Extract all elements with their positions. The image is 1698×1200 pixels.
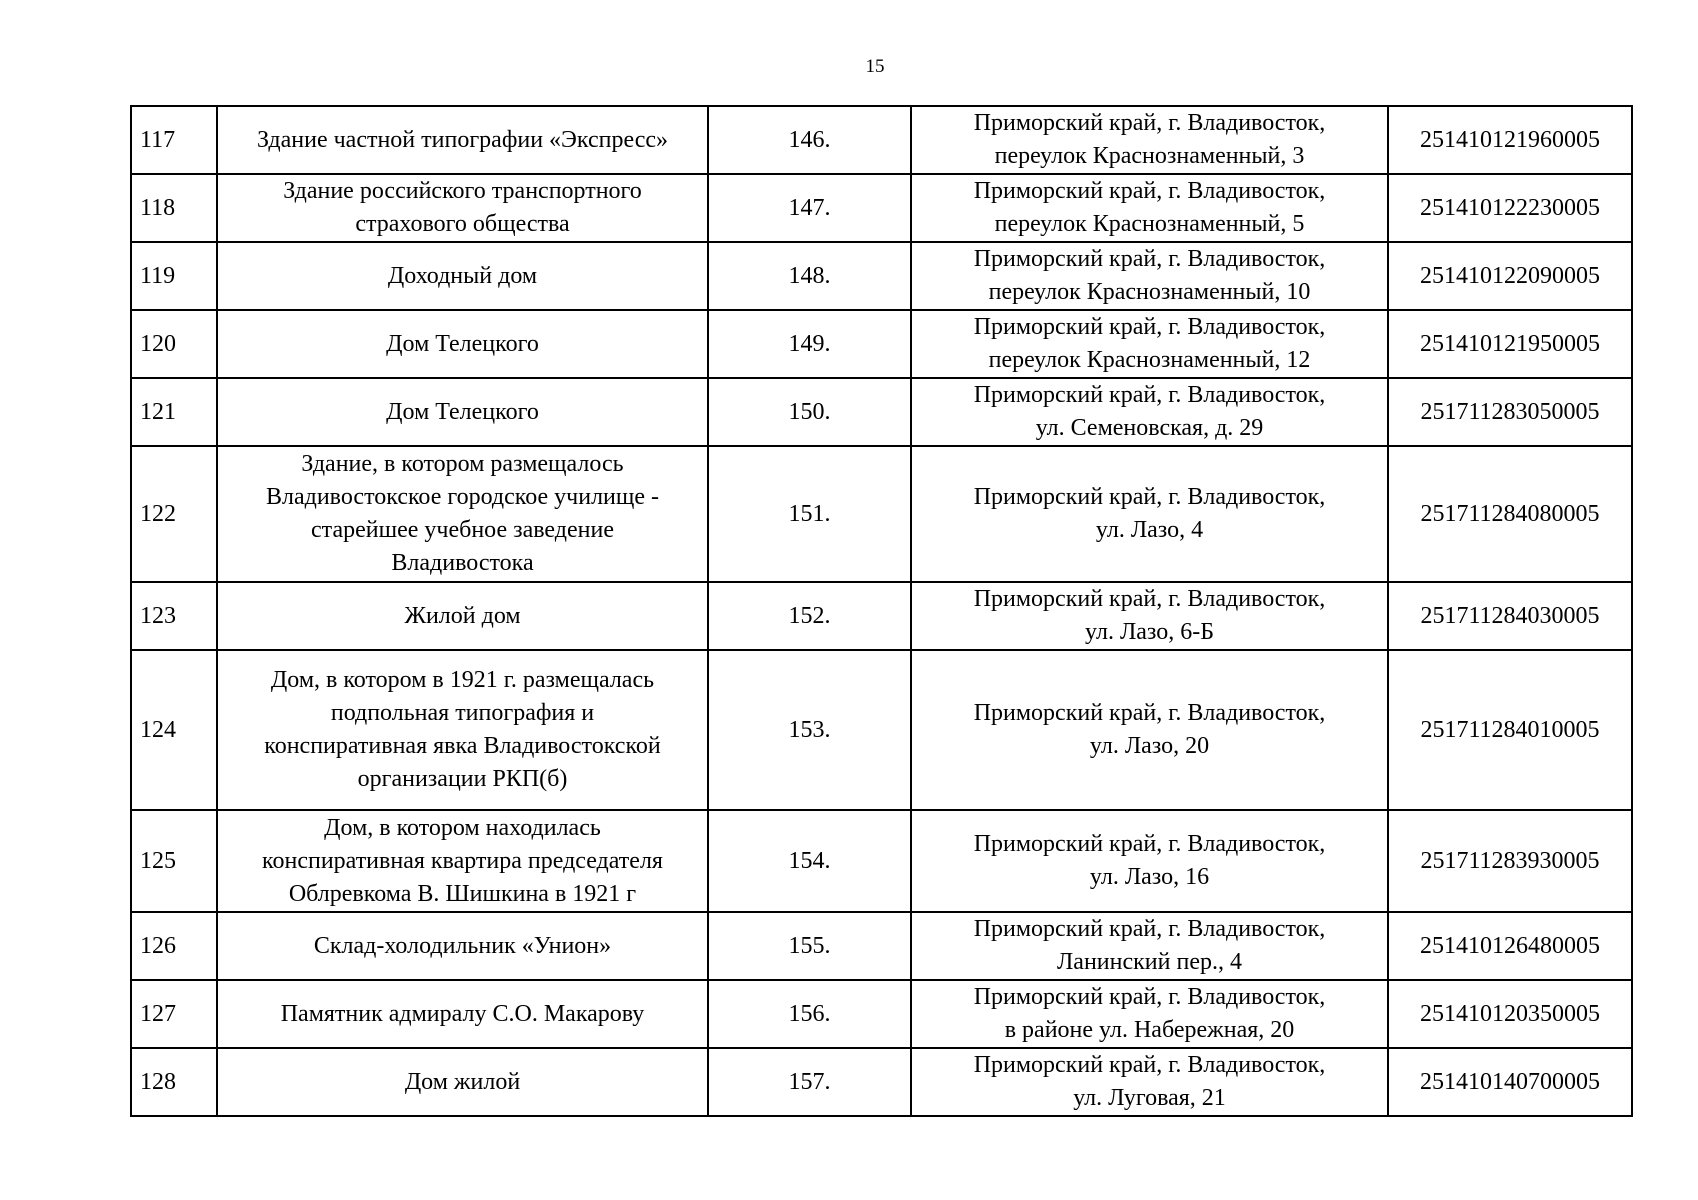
address-cell: Приморский край, г. Владивосток, ул. Лазо, 6-Б: [911, 582, 1388, 650]
registry-code-cell: 251410121960005: [1388, 106, 1632, 174]
registry-code-cell: 251410140700005: [1388, 1048, 1632, 1116]
registry-code-cell: 251410126480005: [1388, 912, 1632, 980]
item-index-cell: 146.: [708, 106, 911, 174]
address-cell: Приморский край, г. Владивосток, переулок Краснознаменный, 5: [911, 174, 1388, 242]
object-name-cell: Дом, в котором находилась конспиративная квартира председателя Облревкома В. Шишкина в 1921 г: [217, 810, 708, 912]
object-name-cell: Дом, в котором в 1921 г. размещалась подпольная типография и конспиративная явка Владивостокской организации РКП(б): [217, 650, 708, 810]
row-number-cell: 124: [131, 650, 217, 810]
registry-code-cell: 251711283050005: [1388, 378, 1632, 446]
table-row: [131, 582, 1632, 650]
object-name-cell: Здание частной типографии «Экспресс»: [217, 106, 708, 174]
address-cell: Приморский край, г. Владивосток, переулок Краснознаменный, 10: [911, 242, 1388, 310]
row-number-cell: 121: [131, 378, 217, 446]
row-number-cell: 118: [131, 174, 217, 242]
table-row: [131, 378, 1632, 446]
registry-code-cell: 251711284010005: [1388, 650, 1632, 810]
object-name-cell: Памятник адмиралу С.О. Макарову: [217, 980, 708, 1048]
item-index-cell: 154.: [708, 810, 911, 912]
item-index-cell: 155.: [708, 912, 911, 980]
table-row: [131, 310, 1632, 378]
row-number-cell: 123: [131, 582, 217, 650]
registry-code-cell: 251410121950005: [1388, 310, 1632, 378]
row-number-cell: 125: [131, 810, 217, 912]
row-number-cell: 122: [131, 446, 217, 582]
address-cell: Приморский край, г. Владивосток, в районе ул. Набережная, 20: [911, 980, 1388, 1048]
table-row: [131, 980, 1632, 1048]
table-row: [131, 912, 1632, 980]
item-index-cell: 152.: [708, 582, 911, 650]
item-index-cell: 151.: [708, 446, 911, 582]
item-index-cell: 149.: [708, 310, 911, 378]
table-row: [131, 650, 1632, 810]
object-name-cell: Дом Телецкого: [217, 378, 708, 446]
registry-code-cell: 251711283930005: [1388, 810, 1632, 912]
address-cell: Приморский край, г. Владивосток, переулок Краснознаменный, 3: [911, 106, 1388, 174]
item-index-cell: 147.: [708, 174, 911, 242]
address-cell: Приморский край, г. Владивосток, ул. Лазо, 16: [911, 810, 1388, 912]
item-index-cell: 148.: [708, 242, 911, 310]
item-index-cell: 153.: [708, 650, 911, 810]
address-cell: Приморский край, г. Владивосток, ул. Лазо, 4: [911, 446, 1388, 582]
object-name-cell: Здание российского транспортного страхового общества: [217, 174, 708, 242]
page-number: 15: [865, 56, 885, 77]
row-number-cell: 119: [131, 242, 217, 310]
heritage-objects-table: [130, 105, 1633, 1117]
registry-code-cell: 251711284080005: [1388, 446, 1632, 582]
table-row: [131, 242, 1632, 310]
address-cell: Приморский край, г. Владивосток, Ланинский пер., 4: [911, 912, 1388, 980]
row-number-cell: 120: [131, 310, 217, 378]
address-cell: Приморский край, г. Владивосток, ул. Семеновская, д. 29: [911, 378, 1388, 446]
item-index-cell: 157.: [708, 1048, 911, 1116]
registry-code-cell: 251410122230005: [1388, 174, 1632, 242]
row-number-cell: 128: [131, 1048, 217, 1116]
registry-code-cell: 251410120350005: [1388, 980, 1632, 1048]
address-cell: Приморский край, г. Владивосток, ул. Луговая, 21: [911, 1048, 1388, 1116]
object-name-cell: Доходный дом: [217, 242, 708, 310]
object-name-cell: Дом жилой: [217, 1048, 708, 1116]
address-cell: Приморский край, г. Владивосток, переулок Краснознаменный, 12: [911, 310, 1388, 378]
table-row: [131, 446, 1632, 582]
object-name-cell: Здание, в котором размещалось Владивостокское городское училище - старейшее учебное заведение Владивостока: [217, 446, 708, 582]
row-number-cell: 126: [131, 912, 217, 980]
object-name-cell: Склад-холодильник «Унион»: [217, 912, 708, 980]
item-index-cell: 156.: [708, 980, 911, 1048]
row-number-cell: 127: [131, 980, 217, 1048]
address-cell: Приморский край, г. Владивосток, ул. Лазо, 20: [911, 650, 1388, 810]
item-index-cell: 150.: [708, 378, 911, 446]
table-row: [131, 1048, 1632, 1116]
row-number-cell: 117: [131, 106, 217, 174]
table-row: [131, 174, 1632, 242]
registry-code-cell: 251711284030005: [1388, 582, 1632, 650]
table-row: [131, 810, 1632, 912]
table-row: [131, 106, 1632, 174]
object-name-cell: Жилой дом: [217, 582, 708, 650]
object-name-cell: Дом Телецкого: [217, 310, 708, 378]
registry-code-cell: 251410122090005: [1388, 242, 1632, 310]
